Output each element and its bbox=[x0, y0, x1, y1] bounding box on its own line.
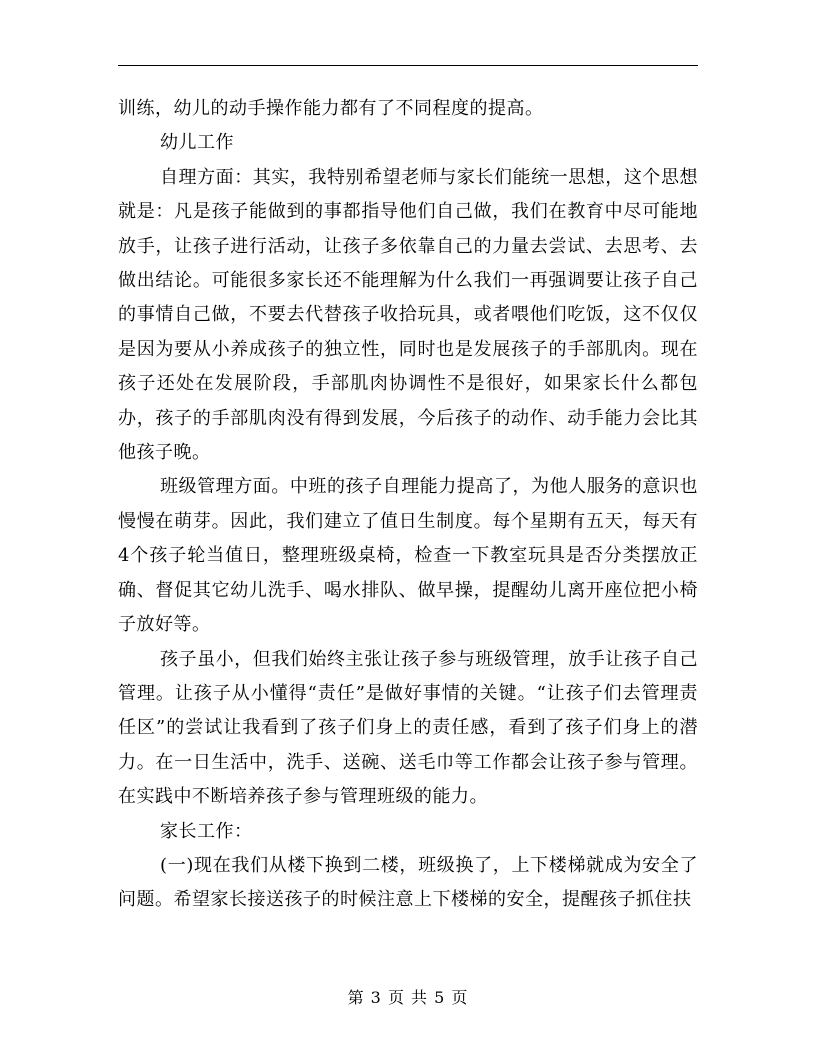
header-rule bbox=[118, 65, 698, 66]
paragraph-class-management: 班级管理方面。中班的孩子自理能力提高了，为他人服务的意识也慢慢在萌芽。因此，我们建立了值日生制度。每个星期有五天，每天有4个孩子轮当值日，整理班级桌椅，检查一下教室玩具是否分类摆放正确、督促其它幼儿洗手、喝水排队、做早操，提醒幼儿离开座位把小椅子放好等。 bbox=[118, 476, 698, 636]
paragraph-continuation: 训练，幼儿的动手操作能力都有了不同程度的提高。 bbox=[118, 98, 544, 119]
heading-parent-work: 家长工作： bbox=[160, 820, 253, 842]
heading-child-work: 幼儿工作 bbox=[160, 132, 234, 154]
document-body bbox=[118, 92, 698, 918]
paragraph-self-care: 自理方面：其实，我特别希望老师与家长们能统一思想，这个思想就是：凡是孩子能做到的事都指导他们自己做，我们在教育中尽可能地放手，让孩子进行活动，让孩子多依靠自己的力量去尝试、去思考、去做出结论。可能很多家长还不能理解为什么我们一再强调要让孩子自己的事情自己做，不要去代替孩子收拾玩具，或者喂他们吃饭，这不仅仅是因为要从小养成孩子的独立性，同时也是发展孩子的手部肌肉。现在孩子还处在发展阶段，手部肌肉协调性不是很好，如果家长什么都包办，孩子的手部肌肉没有得到发展，今后孩子的动作、动手能力会比其他孩子晚。 bbox=[118, 166, 698, 464]
paragraph-stairs-safety: (一)现在我们从楼下换到二楼，班级换了，上下楼梯就成为安全了问题。希望家长接送孩子的时候注意上下楼梯的安全，提醒孩子抓住扶 bbox=[118, 854, 698, 911]
paragraph-responsibility: 孩子虽小，但我们始终主张让孩子参与班级管理，放手让孩子自己管理。让孩子从小懂得“责任”是做好事情的关键。“让孩子们去管理责任区”的尝试让我看到了孩子们身上的责任感，看到了孩子们身上的潜力。在一日生活中，洗手、送碗、送毛巾等工作都会让孩子参与管理。在实践中不断培养孩子参与管理班级的能力。 bbox=[118, 648, 698, 808]
page-number-footer: 第 3 页 共 5 页 bbox=[347, 988, 469, 1007]
